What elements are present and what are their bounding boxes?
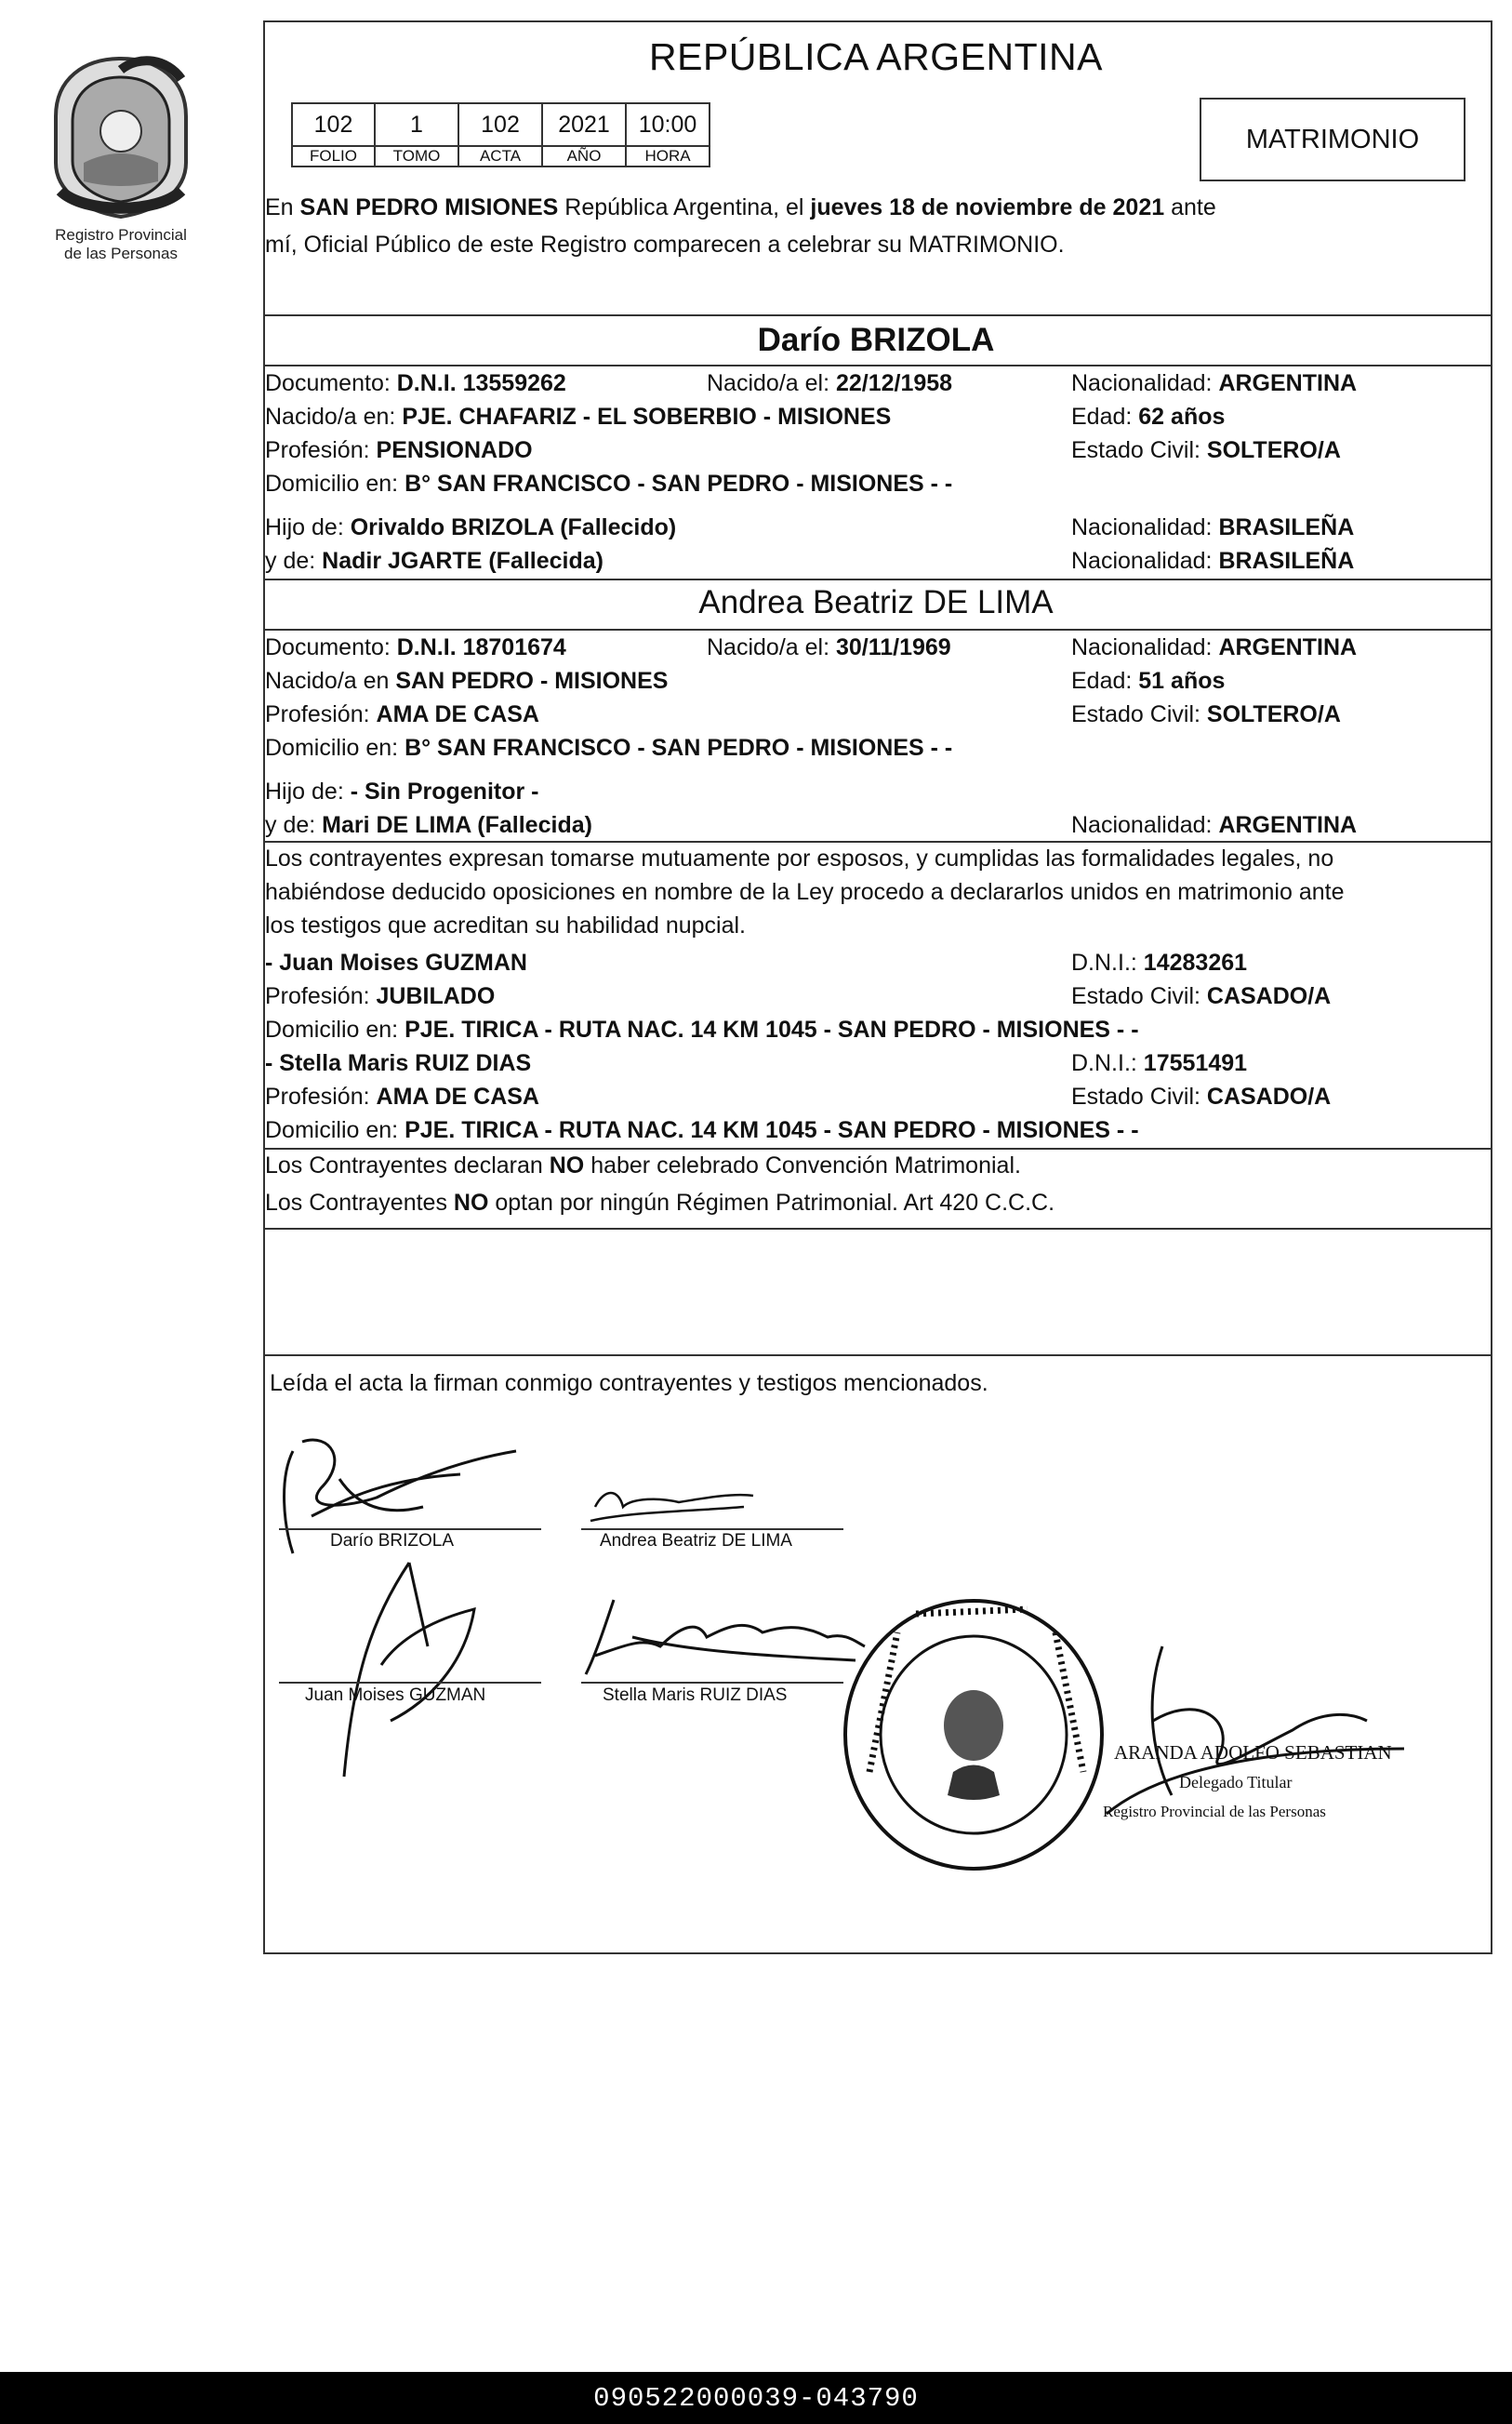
signature-4-caption: Stella Maris RUIZ DIAS [603, 1685, 788, 1705]
spouse2-name: Andrea Beatriz DE LIMA [698, 584, 1054, 620]
witness2-name: - Stella Maris RUIZ DIAS [265, 1050, 532, 1076]
registry-stamp [842, 1595, 1107, 1874]
witness1-dni: D.N.I.: 14283261 [1071, 950, 1248, 976]
closing-statement: Leída el acta la firman conmigo contrayentes y testigos mencionados. [270, 1370, 988, 1396]
official-organization: Registro Provincial de las Personas [1103, 1803, 1326, 1820]
official-name: ARANDA ADOLFO SEBASTIAN [1114, 1741, 1392, 1764]
official-role: Delegado Titular [1179, 1773, 1293, 1791]
witness2-civil-status: Estado Civil: CASADO/A [1071, 1084, 1332, 1110]
spouse2-mother-nationality: Nacionalidad: ARGENTINA [1071, 812, 1358, 838]
registry-logo [28, 51, 214, 274]
signature-1-caption: Darío BRIZOLA [330, 1531, 455, 1551]
document-type-badge: MATRIMONIO [1200, 98, 1466, 181]
spouse1-name: Darío BRIZOLA [757, 322, 995, 358]
spouse2-document: Documento: D.N.I. 18701674 [265, 634, 566, 660]
declaration-line-3: los testigos que acreditan su habilidad nupcial. [265, 912, 747, 939]
signature-line-2 [581, 1528, 843, 1530]
spouse1-father-nationality: Nacionalidad: BRASILEÑA [1071, 514, 1355, 540]
witness1-civil-status: Estado Civil: CASADO/A [1071, 983, 1332, 1009]
signature-3-image [316, 1544, 502, 1786]
witness2-address: Domicilio en: PJE. TIRICA - RUTA NAC. 14 KM 1045 - SAN PEDRO - MISIONES - - [265, 1117, 1139, 1143]
folio-value: 102 [292, 103, 375, 146]
witness2-dni: D.N.I.: 17551491 [1071, 1050, 1248, 1076]
divider [263, 1148, 1491, 1150]
spouse2-nationality: Nacionalidad: ARGENTINA [1071, 634, 1358, 660]
regime-line-2: Los Contrayentes NO optan por ningún Régimen Patrimonial. Art 420 C.C.C. [265, 1190, 1055, 1216]
logo-caption: Registro Provincial de las Personas [55, 226, 187, 262]
signature-4-image [577, 1581, 874, 1684]
intro-line-2: mí, Oficial Público de este Registro comparecen a celebrar su MATRIMONIO. [265, 232, 1065, 258]
spouse1-birthdate: Nacido/a el: 22/12/1958 [707, 370, 953, 396]
signature-2-caption: Andrea Beatriz DE LIMA [600, 1531, 792, 1551]
declaration-line-1: Los contrayentes expresan tomarse mutuamente por esposos, y cumplidas las formalidades legales, no [265, 846, 1334, 872]
signature-line-3 [279, 1682, 541, 1684]
declaration-line-2: habiéndose deducido oposiciones en nombre de la Ley procedo a declararlos unidos en matrimonio ante [265, 879, 1345, 905]
spouse2-mother: y de: Mari DE LIMA (Fallecida) [265, 812, 592, 838]
spouse2-father: Hijo de: - Sin Progenitor - [265, 779, 539, 805]
spouse2-birthdate: Nacido/a el: 30/11/1969 [707, 634, 951, 660]
spouse1-document: Documento: D.N.I. 13559262 [265, 370, 566, 396]
divider [263, 841, 1491, 843]
hora-label: HORA [626, 146, 710, 166]
spouse1-address: Domicilio en: B° SAN FRANCISCO - SAN PEDRO - MISIONES - - [265, 471, 953, 497]
witness1-profession: Profesión: JUBILADO [265, 983, 496, 1009]
spouse2-civil-status: Estado Civil: SOLTERO/A [1071, 701, 1341, 727]
spouse1-civil-status: Estado Civil: SOLTERO/A [1071, 437, 1341, 463]
spouse2-profession: Profesión: AMA DE CASA [265, 701, 539, 727]
register-table [291, 102, 710, 167]
witness2-profession: Profesión: AMA DE CASA [265, 1084, 539, 1110]
witness1-name: - Juan Moises GUZMAN [265, 950, 527, 976]
regime-line-1: Los Contrayentes declaran NO haber celebrado Convención Matrimonial. [265, 1152, 1021, 1179]
divider [263, 314, 1491, 316]
divider [263, 629, 1491, 631]
witness1-address: Domicilio en: PJE. TIRICA - RUTA NAC. 14 KM 1045 - SAN PEDRO - MISIONES - - [265, 1017, 1139, 1043]
hora-value: 10:00 [626, 103, 710, 146]
spouse1-birthplace: Nacido/a en: PJE. CHAFARIZ - EL SOBERBIO - MISIONES [265, 404, 892, 430]
tomo-value: 1 [375, 103, 458, 146]
spouse1-nationality: Nacionalidad: ARGENTINA [1071, 370, 1358, 396]
spouse1-mother: y de: Nadir JGARTE (Fallecida) [265, 548, 604, 574]
divider [263, 365, 1491, 366]
folio-label: FOLIO [292, 146, 375, 166]
signature-2-image [577, 1470, 763, 1535]
spouse1-profession: Profesión: PENSIONADO [265, 437, 533, 463]
anio-label: AÑO [542, 146, 626, 166]
divider [263, 579, 1491, 580]
signature-3-caption: Juan Moises GUZMAN [305, 1685, 486, 1705]
anio-value: 2021 [542, 103, 626, 146]
province-seal-icon [28, 51, 214, 223]
divider [263, 1228, 1491, 1230]
document-code-bar: 090522000039-043790 [0, 2372, 1512, 2424]
signature-line-1 [279, 1528, 541, 1530]
spouse1-age: Edad: 62 años [1071, 404, 1226, 430]
spouse1-mother-nationality: Nacionalidad: BRASILEÑA [1071, 548, 1355, 574]
page-title: REPÚBLICA ARGENTINA [649, 35, 1103, 78]
tomo-label: TOMO [375, 146, 458, 166]
intro-line-1: En SAN PEDRO MISIONES República Argentina, el jueves 18 de noviembre de 2021 ante [265, 194, 1216, 220]
spouse2-age: Edad: 51 años [1071, 668, 1226, 694]
spouse2-birthplace: Nacido/a en SAN PEDRO - MISIONES [265, 668, 669, 694]
acta-value: 102 [458, 103, 542, 146]
spouse2-address: Domicilio en: B° SAN FRANCISCO - SAN PEDRO - MISIONES - - [265, 735, 953, 761]
spouse1-father: Hijo de: Orivaldo BRIZOLA (Fallecido) [265, 514, 677, 540]
divider [263, 1354, 1491, 1356]
signature-line-4 [581, 1682, 843, 1684]
acta-label: ACTA [458, 146, 542, 166]
